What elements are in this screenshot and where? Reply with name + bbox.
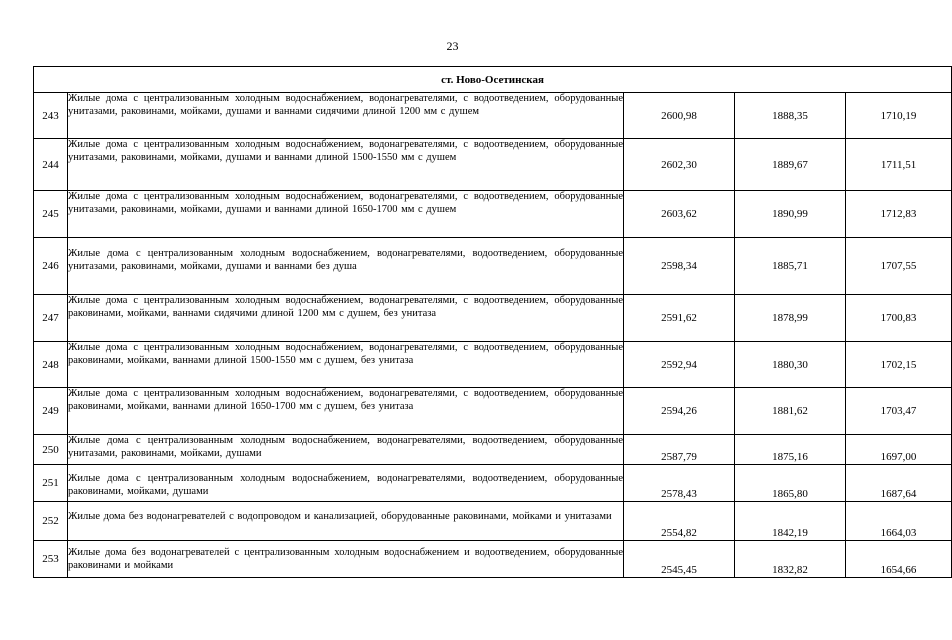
page-number: 23 (446, 39, 459, 53)
row-value-1: 2598,34 (624, 238, 735, 295)
row-value-2: 1890,99 (735, 191, 846, 238)
row-value-3: 1702,15 (846, 342, 952, 388)
row-value-1: 2602,30 (624, 139, 735, 191)
row-value-2: 1888,35 (735, 93, 846, 139)
row-value-3: 1664,03 (846, 502, 952, 541)
section-title: ст. Ново-Осетинская (34, 67, 952, 93)
table-row (34, 238, 952, 295)
table-row (34, 435, 952, 465)
row-value-1: 2603,62 (624, 191, 735, 238)
row-number: 252 (34, 502, 68, 541)
row-value-2: 1842,19 (735, 502, 846, 541)
row-value-2: 1889,67 (735, 139, 846, 191)
row-value-2: 1880,30 (735, 342, 846, 388)
table-row (34, 295, 952, 342)
table-row (34, 388, 952, 435)
row-description: Жилые дома без водонагревателей с водопроводом и канализацией, оборудованные раковинами, мойками и унитазами (68, 502, 624, 541)
table-row (34, 541, 952, 578)
row-value-2: 1865,80 (735, 465, 846, 502)
row-value-1: 2545,45 (624, 541, 735, 578)
row-description: Жилые дома с централизованным холодным водоснабжением, водонагревателями, водоотведением, оборудованные раковинами, мойками, душами (68, 465, 624, 502)
row-description: Жилые дома с централизованным холодным водоснабжением, водонагревателями, с водоотведением, оборудованные унитазами, раковинами, мойками, душами и ваннами сидячими длиной 1200 мм с душем (68, 93, 624, 139)
table-row (34, 191, 952, 238)
row-value-3: 1697,00 (846, 435, 952, 465)
row-value-2: 1878,99 (735, 295, 846, 342)
row-value-2: 1881,62 (735, 388, 846, 435)
row-number: 249 (34, 388, 68, 435)
row-value-1: 2578,43 (624, 465, 735, 502)
row-number: 250 (34, 435, 68, 465)
table-row (34, 465, 952, 502)
row-value-1: 2594,26 (624, 388, 735, 435)
row-value-2: 1885,71 (735, 238, 846, 295)
row-value-3: 1703,47 (846, 388, 952, 435)
row-value-3: 1710,19 (846, 93, 952, 139)
row-value-1: 2554,82 (624, 502, 735, 541)
tariff-table (33, 66, 952, 578)
row-description: Жилые дома с централизованным холодным водоснабжением, водонагревателями, с водоотведением, оборудованные раковинами, мойками, ваннами длиной 1500-1550 мм с душем, без унитаза (68, 342, 624, 388)
row-value-3: 1654,66 (846, 541, 952, 578)
row-value-3: 1711,51 (846, 139, 952, 191)
row-description: Жилые дома с централизованным холодным водоснабжением, водонагревателями, с водоотведением, оборудованные раковинами, мойками, ваннами сидячими длиной 1200 мм с душем, без унитаза (68, 295, 624, 342)
row-value-3: 1712,83 (846, 191, 952, 238)
row-number: 247 (34, 295, 68, 342)
row-description: Жилые дома с централизованным холодным водоснабжением, водонагревателями, водоотведением, оборудованные унитазами, раковинами, мойками, душами (68, 435, 624, 465)
row-number: 251 (34, 465, 68, 502)
row-number: 248 (34, 342, 68, 388)
row-description: Жилые дома без водонагревателей с централизованным холодным водоснабжением и водоотведением, оборудованные раковинами и мойками (68, 541, 624, 578)
row-value-1: 2591,62 (624, 295, 735, 342)
row-value-1: 2592,94 (624, 342, 735, 388)
section-header-row (34, 67, 952, 93)
table-row (34, 93, 952, 139)
row-value-2: 1875,16 (735, 435, 846, 465)
row-description: Жилые дома с централизованным холодным водоснабжением, водонагревателями, с водоотведением, оборудованные раковинами, мойками, ваннами длиной 1650-1700 мм с душем, без унитаза (68, 388, 624, 435)
row-value-2: 1832,82 (735, 541, 846, 578)
row-number: 253 (34, 541, 68, 578)
table-row (34, 139, 952, 191)
row-description: Жилые дома с централизованным холодным водоснабжением, водонагревателями, водоотведением, оборудованные унитазами, раковинами, мойками, душами и ваннами без душа (68, 238, 624, 295)
row-value-3: 1707,55 (846, 238, 952, 295)
table-row (34, 502, 952, 541)
row-number: 246 (34, 238, 68, 295)
row-description: Жилые дома с централизованным холодным водоснабжением, водонагревателями, с водоотведением, оборудованные унитазами, раковинами, мойками, душами и ваннами длиной 1500-1550 мм с душем (68, 139, 624, 191)
row-value-1: 2600,98 (624, 93, 735, 139)
table-row (34, 342, 952, 388)
row-value-3: 1700,83 (846, 295, 952, 342)
row-value-3: 1687,64 (846, 465, 952, 502)
row-value-1: 2587,79 (624, 435, 735, 465)
row-number: 243 (34, 93, 68, 139)
row-number: 244 (34, 139, 68, 191)
row-number: 245 (34, 191, 68, 238)
row-description: Жилые дома с централизованным холодным водоснабжением, водонагревателями, с водоотведением, оборудованные унитазами, раковинами, мойками, душами и ваннами длиной 1650-1700 мм с душем (68, 191, 624, 238)
